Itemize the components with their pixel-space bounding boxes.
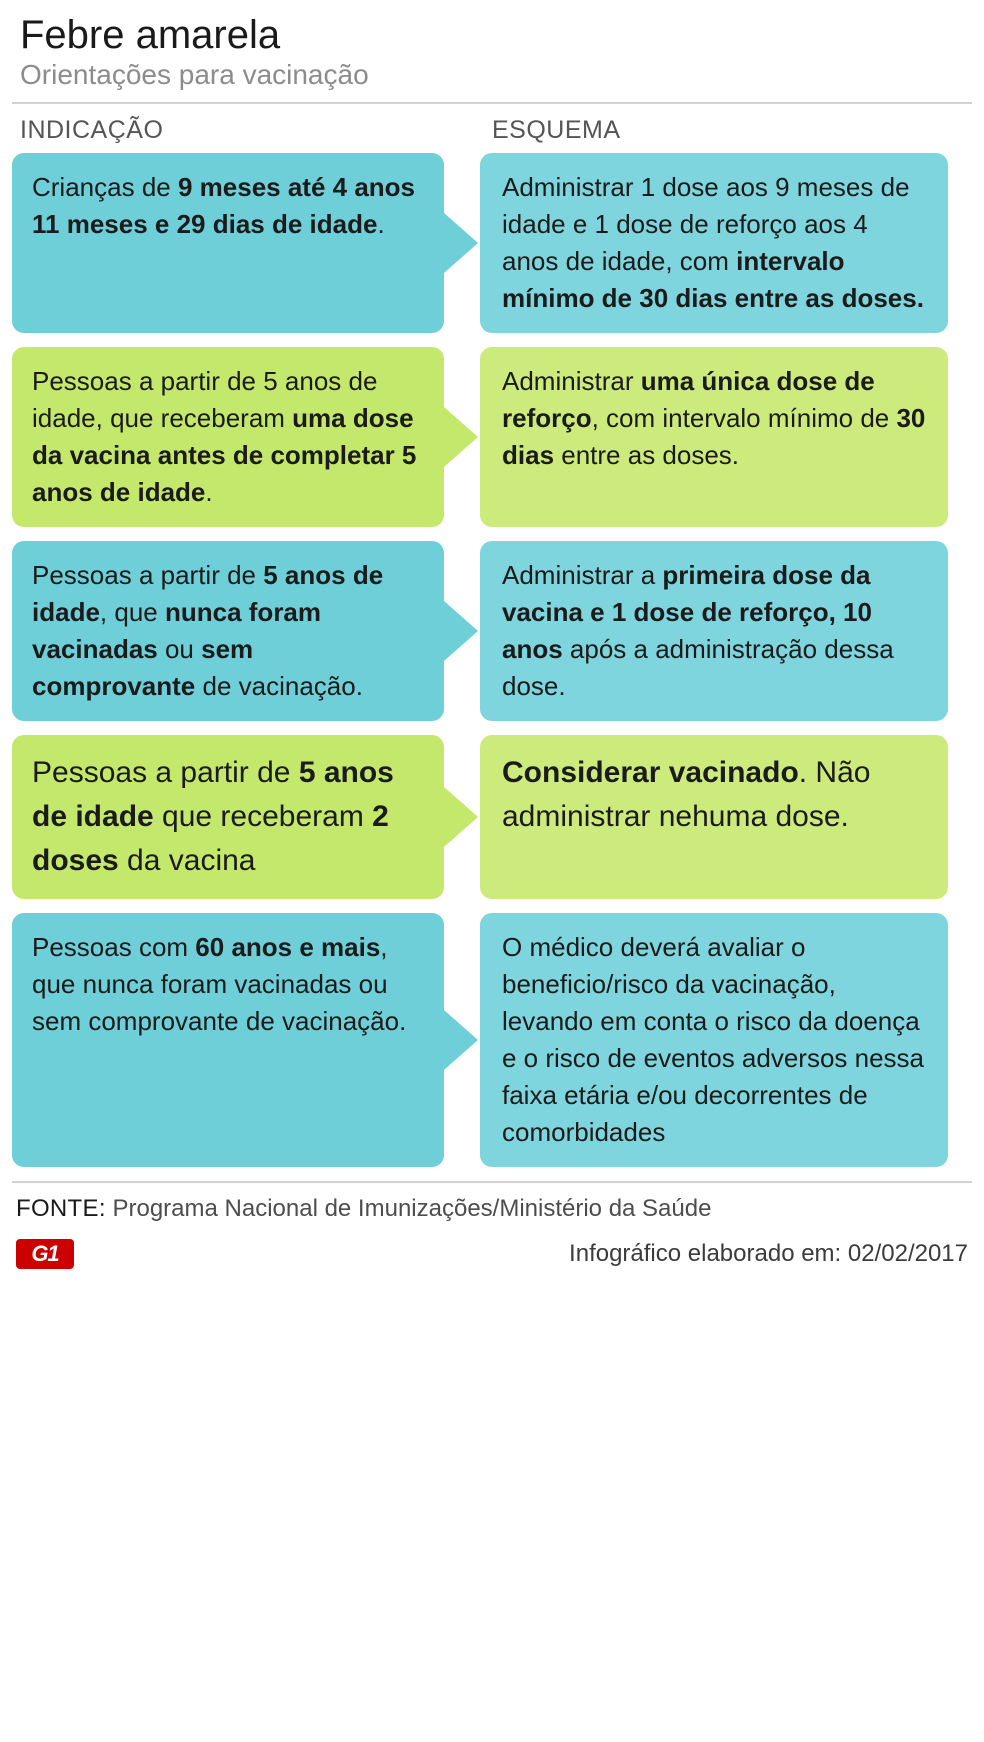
indication-cell (12, 347, 444, 527)
scheme-cell (480, 347, 948, 527)
arrow-right-icon (444, 787, 478, 847)
indication-text: Pessoas a partir de 5 anos de idade, que receberam uma dose da vacina antes de completar 5 anos de idade. (32, 366, 417, 507)
footer-bar (12, 1229, 972, 1269)
indication-cell (12, 913, 444, 1167)
arrow-right-icon (444, 213, 478, 273)
indication-text: Crianças de 9 meses até 4 anos 11 meses e 29 dias de idade. (32, 172, 416, 239)
scheme-text: Administrar a primeira dose da vacina e 1 dose de reforço, 10 anos após a administração dessa dose. (502, 560, 894, 701)
column-headers (12, 116, 972, 145)
scheme-cell (480, 735, 948, 899)
infographic-page (0, 12, 984, 1742)
page-title: Febre amarela (20, 13, 281, 57)
scheme-cell (480, 541, 948, 721)
indication-text: Pessoas com 60 anos e mais, que nunca foram vacinadas ou sem comprovante de vacinação. (32, 932, 407, 1036)
indication-cell (12, 153, 444, 333)
scheme-text: Considerar vacinado. Não administrar nehuma dose. (502, 756, 871, 833)
guidance-row (12, 913, 972, 1167)
arrow-right-icon (444, 601, 478, 661)
g1-logo: G1 (16, 1239, 74, 1269)
arrow-right-icon (444, 1010, 478, 1070)
guidance-row (12, 347, 972, 527)
credit-text: Infográfico elaborado em: 02/02/2017 (569, 1240, 968, 1267)
guidance-row (12, 735, 972, 899)
indication-text: Pessoas a partir de 5 anos de idade que receberam 2 doses da vacina (32, 756, 394, 877)
guidance-row (12, 541, 972, 721)
page-subtitle: Orientações para vacinação (20, 59, 369, 90)
scheme-text: O médico deverá avaliar o beneficio/risco da vacinação, levando em conta o risco da doença e o risco de eventos adversos nessa faixa etária e/ou decorrentes de comorbidades (502, 932, 925, 1147)
column-header-indicacao: INDICAÇÃO (20, 116, 164, 144)
indication-cell (12, 541, 444, 721)
header (12, 12, 972, 92)
scheme-cell (480, 153, 948, 333)
source-line (12, 1183, 972, 1229)
indication-text: Pessoas a partir de 5 anos de idade, que nunca foram vacinadas ou sem comprovante de vacinação. (32, 560, 384, 701)
header-divider (12, 102, 972, 104)
source-label: FONTE: (16, 1195, 106, 1222)
source-text: Programa Nacional de Imunizações/Ministério da Saúde (112, 1195, 712, 1222)
rows-container (12, 153, 972, 1167)
column-header-esquema: ESQUEMA (492, 116, 621, 144)
indication-cell (12, 735, 444, 899)
scheme-cell (480, 913, 948, 1167)
scheme-text: Administrar uma única dose de reforço, com intervalo mínimo de 30 dias entre as doses. (502, 366, 926, 470)
arrow-right-icon (444, 407, 478, 467)
scheme-text: Administrar 1 dose aos 9 meses de idade e 1 dose de reforço aos 4 anos de idade, com intervalo mínimo de 30 dias entre as doses. (502, 172, 924, 313)
guidance-row (12, 153, 972, 333)
